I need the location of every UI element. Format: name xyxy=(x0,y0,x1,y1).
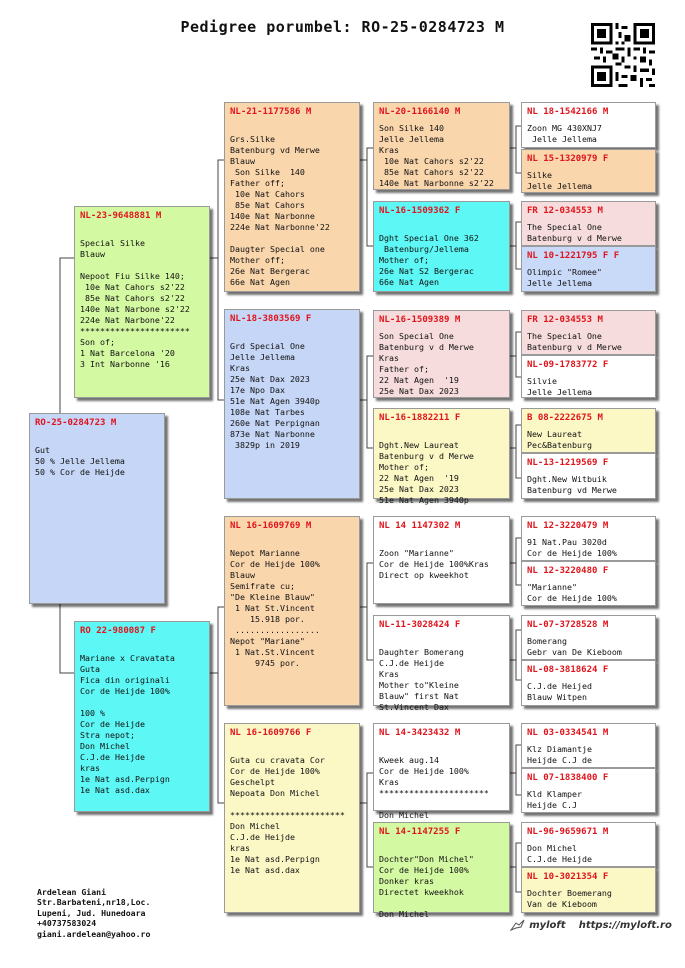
pedigree-text-line: 15.918 por. xyxy=(230,614,305,624)
pedigree-text-line: Don Michel xyxy=(230,821,280,831)
pedigree-text-line xyxy=(379,898,504,909)
pedigree-text-line: Nepoot Fiu Silke 140; xyxy=(80,271,185,281)
pedigree-text-line: Heijde C.J xyxy=(527,800,577,810)
gen4-card-13 xyxy=(521,723,656,768)
pedigree-text-line: Daugter Special one xyxy=(230,244,325,254)
gen3-card-4 xyxy=(373,408,510,505)
pedigree-text-line xyxy=(379,843,504,854)
pedigree-text-line: "Marianne" xyxy=(527,582,577,592)
pedigree-text-line: 17e Npo Dax xyxy=(230,385,285,395)
gen3-ring-number-4: NL-16-1882211 F xyxy=(379,413,461,423)
pedigree-text-line: C.J.de Heijed xyxy=(527,681,592,691)
pedigree-text-line: C.J.de Heijde xyxy=(527,854,592,864)
gen3-card-5 xyxy=(373,516,510,604)
gen4-card-15 xyxy=(521,822,656,867)
pedigree-text-line xyxy=(379,744,504,755)
pedigree-text-line: kras xyxy=(80,763,100,773)
pedigree-text-line: 25e Nat Dax 2023 xyxy=(230,374,310,384)
pedigree-text-line: Kras xyxy=(379,353,399,363)
pedigree-text-line xyxy=(80,227,204,238)
pedigree-text-line: The Special One xyxy=(527,331,602,341)
pedigree-text-line: Batenburg v d Merwe xyxy=(379,342,474,352)
pedigree-text-line: Mother to"Kleine xyxy=(379,680,459,690)
gen3-card-8 xyxy=(373,822,510,919)
gen4-card-6 xyxy=(521,355,656,398)
pedigree-text-line: 91 Nat.Pau 3020d xyxy=(527,537,607,547)
pedigree-text-line: Dochter"Don Michel" xyxy=(379,854,474,864)
pedigree-text-line: Cor de Heijde 100%Kras xyxy=(379,559,489,569)
gen4-ring-number-7: B 08-2222675 M xyxy=(527,413,603,423)
pedigree-text-line: Son of; xyxy=(80,337,115,347)
grandsire-paternal-ring-number: NL-21-1177586 M xyxy=(230,107,312,117)
breeder-address-line-2: Lupeni, Jud. Hunedoara xyxy=(37,907,146,918)
gen4-card-5 xyxy=(521,310,656,355)
gen4-card-16 xyxy=(521,867,656,913)
pedigree-text-line: Jelle Jellema xyxy=(527,134,597,144)
pedigree-text-line xyxy=(379,222,504,233)
pedigree-text-line: Grs.Silke xyxy=(230,134,275,144)
pedigree-text-line xyxy=(230,537,354,548)
pedigree-text-line: 1 Nat Barcelona '20 xyxy=(80,348,175,358)
pedigree-text-line: 3829p in 2019 xyxy=(230,440,300,450)
pigeon-logo-icon xyxy=(510,918,526,932)
gen4-ring-number-4: NL 10-1221795 F F xyxy=(527,251,620,261)
myloft-branding xyxy=(510,918,672,932)
pedigree-text-line: Nepot Marianne xyxy=(230,548,300,558)
pedigree-text-line: Daughter Bomerang xyxy=(379,647,464,657)
pedigree-text-line: Batenburg v d Merwe xyxy=(527,342,622,352)
pedigree-text-line: 140e Nat Narbonne xyxy=(230,211,315,221)
pedigree-text-line: C.J.de Heijde xyxy=(230,832,295,842)
pedigree-text-line: Don Michel xyxy=(80,741,130,751)
pedigree-text-line: Kras xyxy=(379,669,399,679)
gen3-ring-number-5: NL 14 1147302 M xyxy=(379,521,461,531)
gen3-ring-number-6: NL-11-3028424 F xyxy=(379,620,461,630)
pedigree-text-line: 100 % xyxy=(80,708,105,718)
gen4-ring-number-2: NL 15-1320979 F xyxy=(527,154,609,164)
pedigree-text-line: The Special One xyxy=(527,222,602,232)
gen3-card-1 xyxy=(373,102,510,190)
pedigree-text-line: Kras xyxy=(379,777,399,787)
pedigree-text-line: Cor de Heijde 100% xyxy=(230,766,320,776)
gen4-ring-number-9: NL 12-3220479 M xyxy=(527,521,609,531)
pedigree-text-line: "De Kleine Blauw" xyxy=(230,592,315,602)
pedigree-text-line: Cor de Heijde 100% xyxy=(379,766,469,776)
pedigree-text-line: New Laureat xyxy=(527,429,582,439)
pedigree-text-line: Dochter Boemerang xyxy=(527,888,612,898)
pedigree-text-line: ********************** xyxy=(80,326,190,336)
gen4-card-12 xyxy=(521,660,656,706)
pedigree-text-line: 10e Nat Cahors s2'22 xyxy=(80,282,185,292)
pedigree-text-line xyxy=(80,260,204,271)
pedigree-text-line: 22 Nat Agen '19 xyxy=(379,375,459,385)
pedigree-text-line: 66e Nat Agen xyxy=(230,277,290,287)
pedigree-text-line: Silke xyxy=(527,170,552,180)
pedigree-text-line: 85e Nat Cahors s2'22 xyxy=(80,293,185,303)
breeder-address-line-1: Str.Barbateni,nr18,Loc. xyxy=(37,897,151,908)
pedigree-text-line: Direct op kweekhot xyxy=(379,570,469,580)
gen3-card-2 xyxy=(373,201,510,292)
pedigree-text-line: Pec&Batenburg xyxy=(527,440,592,450)
pedigree-text-line: Nepoata Don Michel xyxy=(230,788,320,798)
pedigree-text-line: Father of; xyxy=(379,364,429,374)
gen4-card-9 xyxy=(521,516,656,561)
pedigree-text-line: Mother of; xyxy=(379,255,429,265)
pedigree-text-line: Zoon MG 430XNJ7 xyxy=(527,123,602,133)
gen3-ring-number-1: NL-20-1166140 M xyxy=(379,107,461,117)
pedigree-text-line: Cor de Heijde 100% xyxy=(379,865,469,875)
pedigree-text-line: Bomerang xyxy=(527,636,567,646)
pedigree-text-line: Don Michel xyxy=(527,843,577,853)
subject-card xyxy=(29,413,165,604)
pedigree-text-line: Blauw xyxy=(230,570,255,580)
breeder-name: Ardelean Giani xyxy=(37,887,107,897)
gen3-ring-number-3: NL-16-1509389 M xyxy=(379,315,461,325)
pedigree-text-line: Gut xyxy=(35,445,50,455)
pedigree-text-line: Van de Kieboom xyxy=(527,899,597,909)
pedigree-text-line: 1e Nat asd.dax xyxy=(230,865,300,875)
brand-logo-text: myloft xyxy=(529,920,566,931)
pedigree-text-line: Batenburg/Jellema xyxy=(379,244,469,254)
pedigree-text-line: 25e Nat Dax 2023 xyxy=(379,386,459,396)
gen4-ring-number-1: NL 18-1542166 M xyxy=(527,107,609,117)
pedigree-text-line: Son Silke 140 xyxy=(230,167,305,177)
gen3-ring-number-2: NL-16-1509362 F xyxy=(379,206,461,216)
pedigree-text-line: 140e Nat Narbonne s2'22 xyxy=(379,178,494,188)
gen4-ring-number-3: FR 12-034553 M xyxy=(527,206,603,216)
breeder-phone: +40737583024 xyxy=(37,918,97,929)
gen3-card-6 xyxy=(373,615,510,712)
pedigree-text-line: Cor de Heijde 100% xyxy=(80,686,170,696)
pedigree-text-line: 50 % Cor de Heijde xyxy=(35,467,125,477)
pedigree-text-line xyxy=(35,434,159,445)
pedigree-text-line: 85e Nat Cahors s2'22 xyxy=(379,167,484,177)
pedigree-text-line: 51e Nat Agen 3940p xyxy=(230,396,320,406)
pedigree-text-line: 108e Nat Tarbes xyxy=(230,407,305,417)
sire-ring-number: NL-23-9648881 M xyxy=(80,211,162,221)
pedigree-text-line: Dght Special One 362 xyxy=(379,233,479,243)
pedigree-text-line: ................. xyxy=(230,625,320,635)
pedigree-text-line: Silvie xyxy=(527,376,557,386)
pedigree-text-line: Batenburg vd Merwe xyxy=(527,485,617,495)
pedigree-text-line: Fica din originali xyxy=(80,675,170,685)
gen3-ring-number-7: NL 14-3423432 M xyxy=(379,728,461,738)
pedigree-text-line: Cor de Heijde 100% xyxy=(230,559,320,569)
pedigree-text-line: Jelle Jellema xyxy=(230,352,295,362)
pedigree-text-line: C.J.de Heijde xyxy=(379,658,444,668)
pedigree-text-line: Kweek aug.14 xyxy=(379,755,439,765)
gen4-ring-number-8: NL-13-1219569 F xyxy=(527,458,609,468)
gen4-ring-number-12: NL-08-3818624 F xyxy=(527,665,609,675)
pedigree-text-line: 10e Nat Cahors xyxy=(230,189,305,199)
pedigree-text-line: Son Silke 140 xyxy=(379,123,444,133)
breeder-email: giani.ardelean@yahoo.ro xyxy=(37,928,151,939)
page-title: Pedigree porumbel: RO-25-0284723 M xyxy=(180,18,505,36)
gen3-card-3 xyxy=(373,310,510,398)
pedigree-text-line: Zoon "Marianne" xyxy=(379,548,454,558)
pedigree-text-line: Olimpic "Romee" xyxy=(527,267,602,277)
pedigree-text-line: ********************** xyxy=(379,788,489,798)
pedigree-text-line: Blauw xyxy=(80,249,105,259)
pedigree-text-line: Semifrate cu; xyxy=(230,581,295,591)
granddam-paternal-card xyxy=(224,309,360,499)
granddam-maternal-ring-number: NL 16-1609766 F xyxy=(230,728,312,738)
pedigree-text-line: *********************** xyxy=(230,810,345,820)
pedigree-text-line: Nepot "Mariane" xyxy=(230,636,305,646)
pedigree-text-line: Blauw xyxy=(230,156,255,166)
pedigree-text-line: 26e Nat S2 Bergerac xyxy=(379,266,474,276)
pedigree-text-line: 50 % Jelle Jellema xyxy=(35,456,125,466)
gen4-ring-number-11: NL-07-3728528 M xyxy=(527,620,609,630)
pedigree-text-line: 224e Nat Narbone'22 xyxy=(80,315,175,325)
pedigree-text-line: 51e Nat Agen 3940p xyxy=(379,495,469,505)
gen3-ring-number-8: NL 14-1147255 F xyxy=(379,827,461,837)
pedigree-text-line: Don Michel xyxy=(379,810,429,820)
pedigree-text-line: Heijde C.J de xyxy=(527,755,592,765)
pedigree-text-line: Don Michel xyxy=(379,909,429,919)
dam-ring-number: RO 22-980087 F xyxy=(80,626,156,636)
pedigree-text-line xyxy=(379,636,504,647)
pedigree-text-line: Blauw Witpen xyxy=(527,692,587,702)
pedigree-text-line: Guta cu cravata Cor xyxy=(230,755,325,765)
gen4-ring-number-5: FR 12-034553 M xyxy=(527,315,603,325)
gen4-card-4 xyxy=(521,246,656,292)
pedigree-text-line: 140e Nat Narbone s2'22 xyxy=(80,304,190,314)
pedigree-text-line xyxy=(379,429,504,440)
pedigree-text-line xyxy=(379,537,504,548)
pedigree-text-line: Blauw" first Nat xyxy=(379,691,459,701)
pedigree-text-line: Mother of; xyxy=(379,462,429,472)
brand-url-link[interactable]: https://myloft.ro xyxy=(578,920,672,931)
sire-card xyxy=(74,206,210,398)
pedigree-text-line: Batenburg vd Merwe xyxy=(230,145,320,155)
grandsire-paternal-card xyxy=(224,102,360,292)
gen4-ring-number-16: NL 10-3021354 F xyxy=(527,872,609,882)
pedigree-text-line: Cor de Heijde 100% xyxy=(527,593,617,603)
pedigree-text-line: 260e Nat Perpignan xyxy=(230,418,320,428)
pedigree-text-line: Stra nepot; xyxy=(80,730,135,740)
pedigree-text-line: Father off; xyxy=(230,178,285,188)
gen4-card-11 xyxy=(521,615,656,660)
breeder-contact xyxy=(37,887,150,939)
pedigree-text-line: 9745 por. xyxy=(230,658,300,668)
pedigree-text-line: Mother off; xyxy=(230,255,285,265)
pedigree-text-line: Jelle Jellema xyxy=(527,181,592,191)
pedigree-text-line: Dght.New Laureat xyxy=(379,440,459,450)
pedigree-text-line: Batenburg v d Merwe xyxy=(379,451,474,461)
gen4-card-14 xyxy=(521,768,656,813)
pedigree-text-line: Kras xyxy=(379,145,399,155)
pedigree-text-line xyxy=(230,330,354,341)
pedigree-text-line: Mariane x Cravatata xyxy=(80,653,175,663)
pedigree-text-line: Jelle Jellema xyxy=(527,387,592,397)
subject-ring-number: RO-25-0284723 M xyxy=(35,418,117,428)
pedigree-text-line xyxy=(379,799,504,810)
pedigree-text-line: 25e Nat Dax 2023 xyxy=(379,484,459,494)
pedigree-text-line: 224e Nat Narbonne'22 xyxy=(230,222,330,232)
gen4-card-7 xyxy=(521,408,656,453)
grandsire-maternal-card xyxy=(224,516,360,706)
pedigree-text-line: 10e Nat Cahors s2'22 xyxy=(379,156,484,166)
pedigree-text-line: Jelle Jellema xyxy=(527,278,592,288)
pedigree-text-line: Dght.New Witbuik xyxy=(527,474,607,484)
gen3-card-7 xyxy=(373,723,510,820)
pedigree-text-line: 26e Nat Bergerac xyxy=(230,266,310,276)
granddam-maternal-card xyxy=(224,723,360,913)
dam-card xyxy=(74,621,210,812)
gen4-ring-number-10: NL 12-3220480 F xyxy=(527,566,609,576)
granddam-paternal-ring-number: NL-18-3803569 F xyxy=(230,314,312,324)
pedigree-text-line xyxy=(230,233,354,244)
pedigree-text-line: 3 Int Narbonne '16 xyxy=(80,359,170,369)
pedigree-text-line: Kras xyxy=(230,363,250,373)
pedigree-text-line: Cor de Heijde xyxy=(80,719,145,729)
gen4-ring-number-15: NL-96-9659671 M xyxy=(527,827,609,837)
pedigree-text-line xyxy=(80,697,204,708)
gen4-card-1 xyxy=(521,102,656,148)
gen4-ring-number-13: NL 03-0334541 M xyxy=(527,728,609,738)
pedigree-text-line: Batenburg v d Merwe xyxy=(527,233,622,243)
pedigree-text-line xyxy=(80,642,204,653)
pedigree-text-line: 1 Nat.St.Vincent xyxy=(230,647,315,657)
pedigree-text-line: 66e Nat Agen xyxy=(379,277,439,287)
pedigree-text-line: 1e Nat asd.Perpign xyxy=(230,854,320,864)
pedigree-text-line: 1e Nat asd.dax xyxy=(80,785,150,795)
pedigree-text-line: Gebr van De Kieboom xyxy=(527,647,622,657)
pedigree-text-line: kras xyxy=(230,843,250,853)
grandsire-maternal-ring-number: NL 16-1609769 M xyxy=(230,521,312,531)
gen4-card-8 xyxy=(521,453,656,499)
pedigree-text-line: Son Special One xyxy=(379,331,454,341)
pedigree-text-line: Cor de Heijde 100% xyxy=(527,548,617,558)
pedigree-text-line: Klz Diamantje xyxy=(527,744,592,754)
gen4-card-2 xyxy=(521,149,656,193)
pedigree-text-line: Jelle Jellema xyxy=(379,134,444,144)
pedigree-text-line: 873e Nat Narbonne xyxy=(230,429,315,439)
pedigree-text-line: C.J.de Heijde xyxy=(80,752,145,762)
gen4-card-3 xyxy=(521,201,656,246)
pedigree-text-line xyxy=(230,799,354,810)
pedigree-text-line: Grd Special One xyxy=(230,341,305,351)
pedigree-text-line xyxy=(230,123,354,134)
pedigree-text-line xyxy=(230,744,354,755)
pedigree-text-line: Geschelpt xyxy=(230,777,275,787)
pedigree-text-line: Directet kweekhok xyxy=(379,887,464,897)
pedigree-text-line: St.Vincent Dax xyxy=(379,702,449,712)
pedigree-text-line: Guta xyxy=(80,664,100,674)
gen4-card-10 xyxy=(521,561,656,606)
pedigree-text-line: 1e Nat asd.Perpign xyxy=(80,774,170,784)
gen4-ring-number-14: NL 07-1838400 F xyxy=(527,773,609,783)
pedigree-text-line: Donker kras xyxy=(379,876,434,886)
pedigree-text-line: 1 Nat St.Vincent xyxy=(230,603,315,613)
pedigree-text-line: Kld Klamper xyxy=(527,789,582,799)
pedigree-text-line: Special Silke xyxy=(80,238,145,248)
pedigree-text-line: 85e Nat Cahors xyxy=(230,200,305,210)
gen4-ring-number-6: NL-09-1783772 F xyxy=(527,360,609,370)
pedigree-text-line: 22 Nat Agen '19 xyxy=(379,473,459,483)
